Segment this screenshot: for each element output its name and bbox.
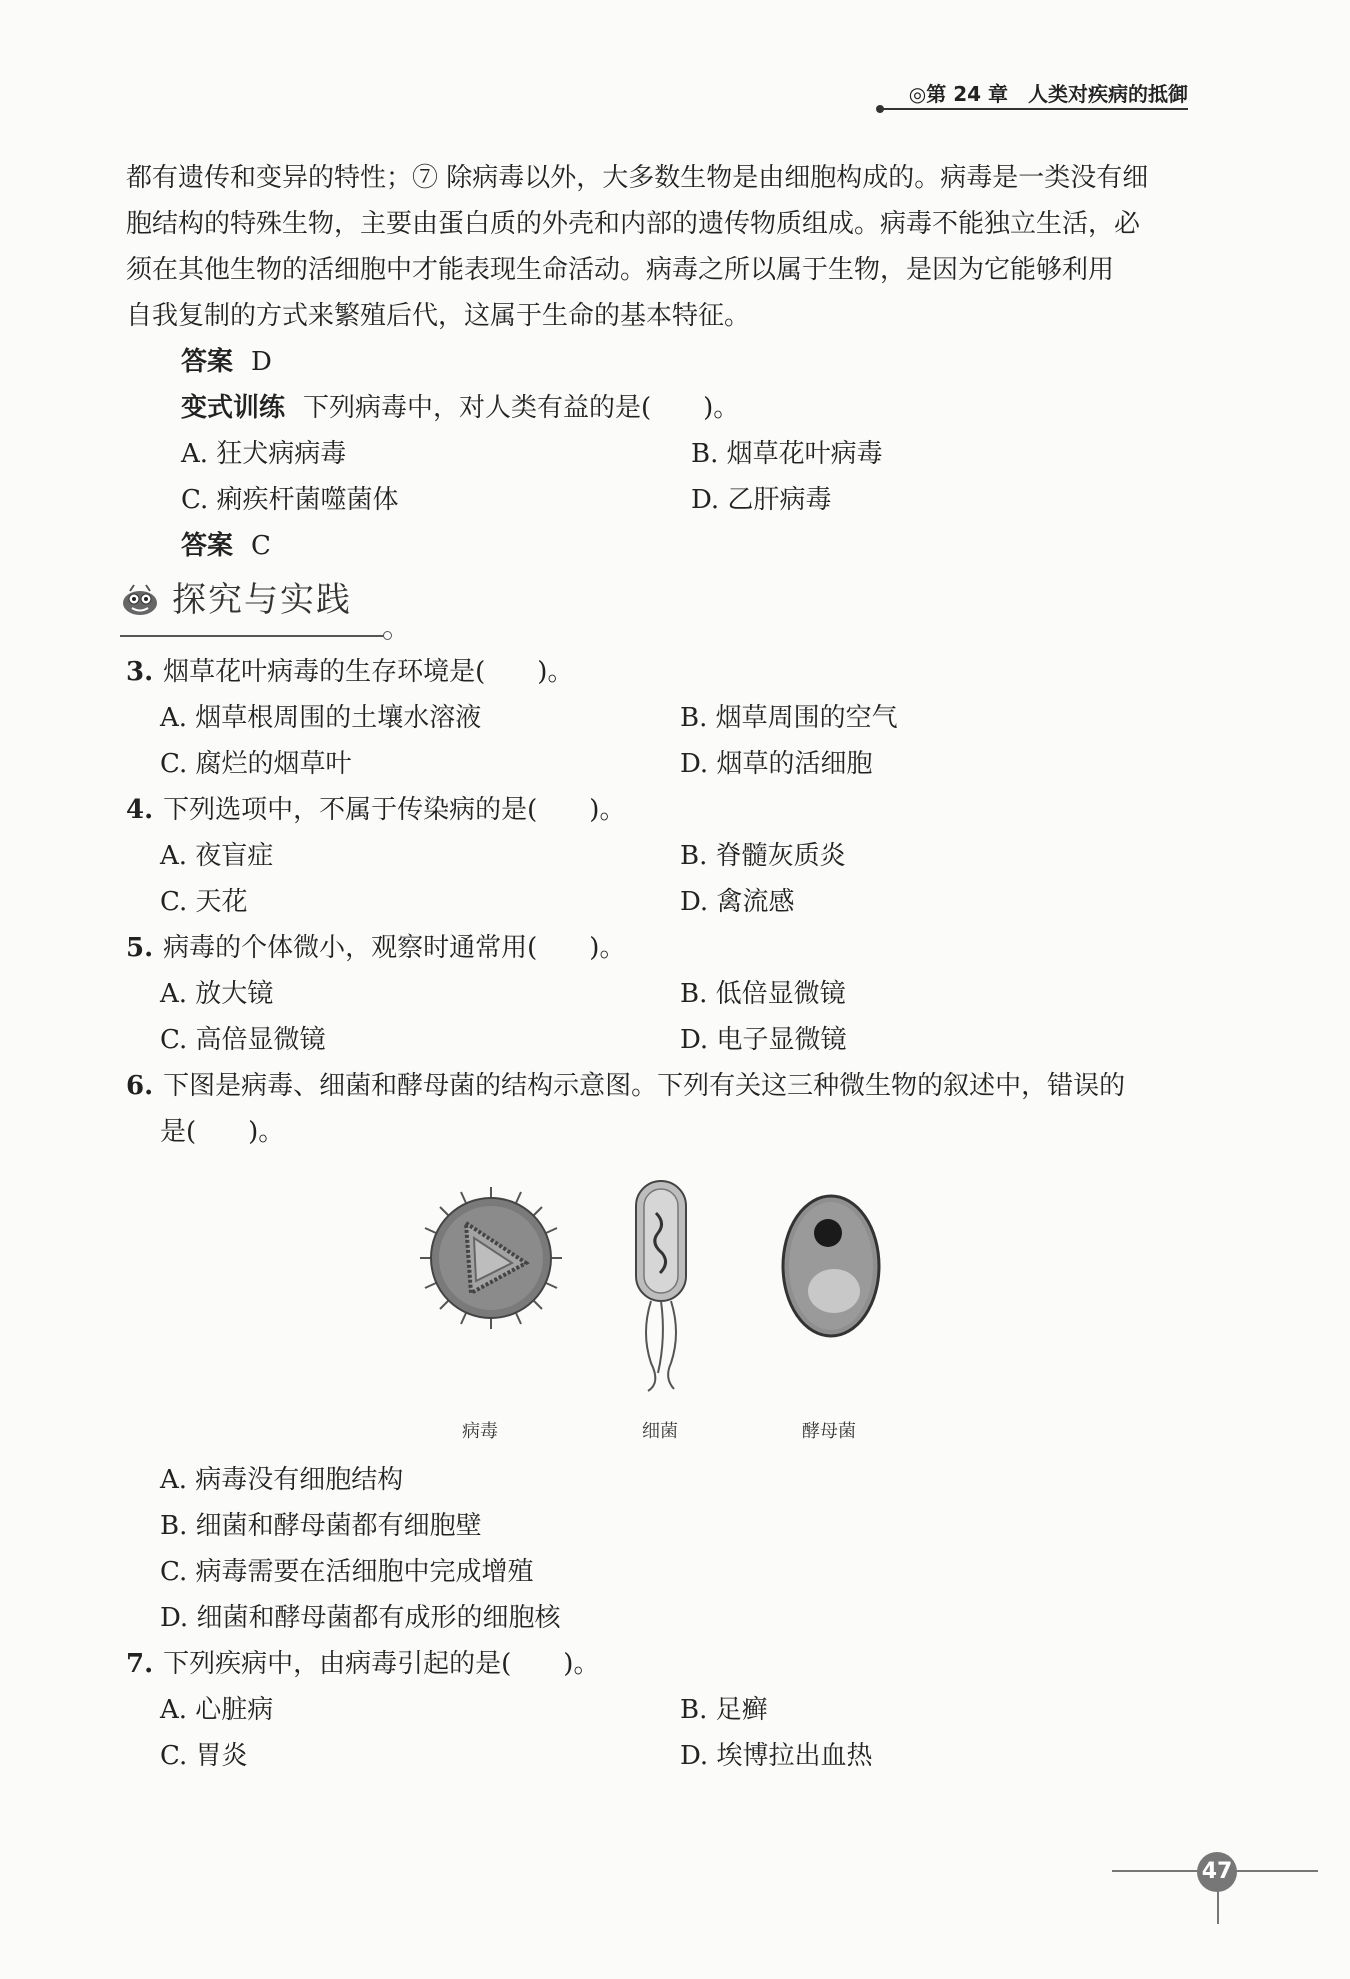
section-rule: [120, 635, 384, 637]
option-row: [126, 1017, 1190, 1063]
option: B. 低倍显微镜: [680, 979, 846, 1009]
option: D. 埃博拉出血热: [680, 1741, 873, 1771]
question-text: 下列疾病中，由病毒引起的是( )。: [163, 1649, 600, 1679]
option: B. 细菌和酵母菌都有细胞壁: [160, 1511, 482, 1541]
answer-value: D: [251, 347, 272, 377]
option-row: [126, 971, 1190, 1017]
option: D. 禽流感: [680, 887, 795, 917]
question-text: 烟草花叶病毒的生存环境是( )。: [163, 657, 574, 687]
mascot-icon: [120, 583, 160, 617]
option-row: [126, 1687, 1190, 1733]
option: C. 高倍显微镜: [160, 1025, 326, 1055]
virus-illustration: [416, 1183, 566, 1333]
figure-label-virus: 病毒: [462, 1421, 498, 1442]
microbe-figure: [126, 1163, 1190, 1449]
option: B. 烟草周围的空气: [680, 703, 898, 733]
variant-label: 变式训练: [181, 393, 286, 423]
figure-label-bacterium: 细菌: [642, 1421, 678, 1442]
yeast-illustration: [776, 1191, 886, 1341]
question-text: 下列选项中，不属于传染病的是( )。: [163, 795, 626, 825]
option-row: [126, 833, 1190, 879]
option: B. 足癣: [680, 1695, 768, 1725]
option-row: [126, 1733, 1190, 1779]
option-row: [126, 741, 1190, 787]
intro-line: 须在其他生物的活细胞中才能表现生命活动。病毒之所以属于生物，是因为它能够利用: [126, 255, 1115, 285]
option: D. 乙肝病毒: [691, 485, 832, 515]
option-row: [126, 477, 1190, 523]
question-number: 6.: [126, 1071, 154, 1101]
option: A. 烟草根周围的土壤水溶液: [160, 703, 482, 733]
question: [126, 787, 1190, 833]
answer-label: 答案: [181, 347, 234, 377]
option: D. 细菌和酵母菌都有成形的细胞核: [160, 1603, 561, 1633]
answer-line: [126, 523, 1190, 569]
option: C. 病毒需要在活细胞中完成增殖: [160, 1557, 534, 1587]
intro-line: 胞结构的特殊生物，主要由蛋白质的外壳和内部的遗传物质组成。病毒不能独立生活，必: [126, 209, 1141, 239]
answer-label: 答案: [181, 531, 234, 561]
question: [126, 649, 1190, 695]
answer-line: [126, 339, 1190, 385]
option: A. 心脏病: [160, 1695, 274, 1725]
main-content: [126, 155, 1190, 1779]
variant-text: 下列病毒中，对人类有益的是( )。: [303, 393, 740, 423]
option-row: [126, 431, 1190, 477]
option: A. 放大镜: [160, 979, 274, 1009]
variant-question: [126, 385, 1190, 431]
question-text-continued: 是( )。: [160, 1117, 285, 1147]
option: A. 病毒没有细胞结构: [160, 1465, 404, 1495]
chapter-header: ◎第 24 章 人类对疾病的抵御: [908, 82, 1188, 106]
intro-line: 自我复制的方式来繁殖后代，这属于生命的基本特征。: [126, 301, 751, 331]
answer-value: C: [251, 531, 271, 561]
section-title-text: 探究与实践: [172, 580, 352, 620]
option: A. 狂犬病病毒: [181, 439, 347, 469]
option: C. 天花: [160, 887, 248, 917]
question-text: 病毒的个体微小，观察时通常用( )。: [163, 933, 626, 963]
option-row: [126, 879, 1190, 925]
question-text: 下图是病毒、细菌和酵母菌的结构示意图。下列有关这三种微生物的叙述中，错误的: [163, 1071, 1126, 1101]
bacterium-illustration: [626, 1173, 696, 1393]
option: C. 腐烂的烟草叶: [160, 749, 352, 779]
option: C. 痢疾杆菌噬菌体: [181, 485, 399, 515]
page-number: 47: [1197, 1852, 1237, 1892]
section-title: [116, 575, 1190, 645]
question-number: 7.: [126, 1649, 154, 1679]
header-rule: [880, 108, 1188, 110]
option: D. 烟草的活细胞: [680, 749, 873, 779]
option: D. 电子显微镜: [680, 1025, 847, 1055]
figure-label-yeast: 酵母菌: [802, 1421, 856, 1442]
question-number: 5.: [126, 933, 154, 963]
question-number: 3.: [126, 657, 154, 687]
question-number: 4.: [126, 795, 154, 825]
option-row: [126, 695, 1190, 741]
option: B. 脊髓灰质炎: [680, 841, 846, 871]
option: A. 夜盲症: [160, 841, 274, 871]
question: [126, 1641, 1190, 1687]
intro-line: 都有遗传和变异的特性；⑦ 除病毒以外，大多数生物是由细胞构成的。病毒是一类没有细: [126, 163, 1149, 193]
option: C. 胃炎: [160, 1741, 248, 1771]
question: [126, 925, 1190, 971]
option: B. 烟草花叶病毒: [691, 439, 883, 469]
question: [126, 1063, 1190, 1109]
